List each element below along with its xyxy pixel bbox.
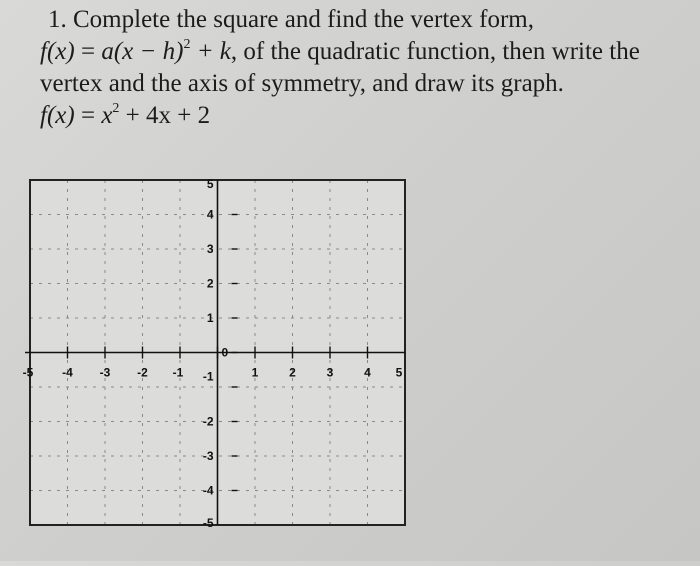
- x-tick-label: -2: [137, 365, 148, 380]
- x-tick-label: 1: [251, 365, 259, 380]
- vertex-form-lhs: f(x): [40, 38, 75, 65]
- vertex-form-rhs: a(x − h): [101, 38, 184, 65]
- function-lhs: f(x): [40, 102, 75, 129]
- x-tick-label: 4: [364, 365, 371, 380]
- x-tick-label: -4: [62, 365, 73, 380]
- coordinate-grid: [0, 170, 700, 561]
- y-tick-label: -4: [202, 483, 214, 498]
- x-tick-label: 2: [289, 365, 296, 380]
- problem-line-1: [48, 4, 690, 36]
- x-tick-label: -1: [172, 365, 184, 380]
- problem-line-3-text: vertex and the axis of symmetry, and draw its graph.: [40, 70, 564, 97]
- x-tick-label: 3: [326, 365, 334, 380]
- problem-line-2-tail: , of the quadratic function, then write the: [230, 38, 640, 65]
- y-tick-label: -3: [202, 449, 214, 463]
- function-exponent: 2: [112, 100, 120, 116]
- y-tick-label: 3: [206, 242, 214, 256]
- y-tick-label: -5: [202, 516, 214, 530]
- problem-instruction: Complete the square and find the vertex form,: [73, 6, 534, 33]
- problem-number: 1.: [48, 6, 67, 33]
- vertex-form-k: + k: [196, 38, 231, 65]
- y-tick-label: -1: [202, 369, 214, 384]
- problem-statement: [40, 4, 690, 132]
- vertex-form-exponent: 2: [183, 36, 191, 52]
- x-tick-label: -3: [99, 365, 111, 380]
- function-x: x: [101, 102, 113, 129]
- problem-line-2: $f(x) = a(x - h)^2 + k$, of the quadratic function, then write the: [40, 36, 640, 65]
- coordinate-grid-svg: [0, 170, 700, 561]
- x-tick-label: 5: [395, 365, 403, 380]
- y-tick-label: 2: [206, 276, 214, 291]
- y-tick-label: 5: [206, 177, 214, 191]
- function-equals: =: [80, 102, 96, 129]
- y-tick-label: 1: [206, 311, 214, 325]
- problem-line-3: [40, 68, 690, 100]
- x-tick-label: -5: [22, 365, 34, 380]
- y-tick-label: 4: [206, 207, 214, 222]
- function-definition: [40, 100, 690, 132]
- function-rest: + 4x + 2: [125, 102, 211, 129]
- origin-label: 0: [221, 345, 229, 360]
- y-tick-label: -2: [202, 414, 214, 429]
